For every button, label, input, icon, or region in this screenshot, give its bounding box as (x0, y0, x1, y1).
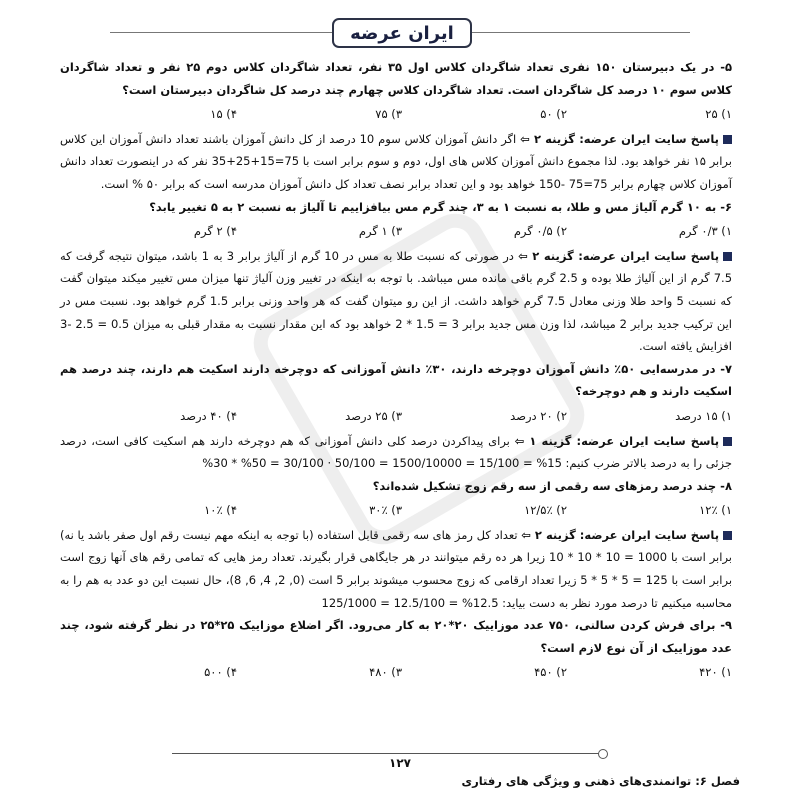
options-5 (60, 103, 732, 126)
answer-lead: پاسخ سایت ایران عرضه: گزینه ۲ ⇦ (521, 527, 720, 542)
question-8: ۸- چند درصد رمزهای سه رقمی از سه رقم زوج تشکیل شده‌اند؟ (372, 478, 732, 493)
answer-text: برای پیداکردن درصد کلی دانش آموزانی که هم دوچرخه دارند هم اسکیت کافی است، درصد جزئی را به درصد بالاتر ضرب کنیم: 15% = 15/100 = 1500/10000 = 50/100 · 30/100 = 50% * 30% (60, 433, 732, 471)
answer-7 (60, 430, 732, 475)
answer-lead: پاسخ سایت ایران عرضه: گزینه ۲ ⇦ (520, 131, 720, 146)
option: ۴) ۵۰۰ (204, 665, 237, 680)
option: ۲) ۴۵۰ (534, 665, 567, 680)
footer-ornament (598, 749, 608, 759)
option: ۲) ۵۰ (540, 107, 567, 122)
option: ۱) ۰/۳ گرم (678, 224, 732, 239)
option: ۱) ۱۲٪ (699, 503, 732, 518)
option: ۲) ۱۲/۵٪ (524, 503, 567, 518)
footer-rule (172, 753, 602, 754)
option: ۳) ۲۵ درصد (345, 408, 402, 423)
question-7: ۷- در مدرسه‌ایی ۵۰٪ دانش آموزان دوچرخه دارند، ۳۰٪ دانش آموزانی که دوچرخه دارند اسکیت هم دارند، چند درصد هم اسکیت دارند و هم دوچرخه؟ (60, 361, 733, 399)
options-7 (60, 405, 732, 428)
options-9 (60, 661, 732, 684)
options-8 (60, 499, 732, 522)
checkbox-icon (723, 252, 732, 261)
option: ۲) ۲۰ درصد (510, 408, 567, 423)
option: ۳) ۳۰٪ (369, 503, 402, 518)
answer-lead: پاسخ سایت ایران عرضه: گزینه ۲ ⇦ (518, 248, 720, 263)
logo-text: ایران عرضه (350, 22, 454, 44)
answer-8 (60, 524, 732, 614)
option: ۴) ۱۰٪ (204, 503, 237, 518)
header-rule-left (110, 32, 332, 33)
answer-text: در صورتی که نسبت طلا به مس در 10 گرم از آلیاژ برابر 3 به 1 باشد، میتوان نتیجه گرفت که 7.5 گرم از این آلیاژ طلا بوده و 2.5 گرم باقی مانده مس میباشد. با توجه به اینکه در تغییر وزن آلیاژ تنها میزان مس تغییر میکند میتوان گفت که نسبت 5 واحد طلا وزنی معادل 7.5 گرم خواهد داشت. از این رو میتوان گفت که هر واحد وزنی برابر 1.5 گرم خواهد بود. نسبت مس در این ترکیب جدید برابر 2 میباشد، لذا وزن مس جدید برابر 3 = 1.5 * 2 خواهد بود که این مقدار نسبت به مقدار قبلی به میزان 0.5 = 2.5 -3 افزایش یافته است. (60, 248, 733, 354)
answer-text: اگر دانش آموزان کلاس سوم 10 درصد از کل دانش آموزان باشند تعداد دانش آموزان این کلاس برابر ۱۵ نفر خواهد بود. لذا مجموع دانش آموزان کلاس های اول، دوم و سوم برابر است با 75=15+25+35 نفر که در اینصورت تعداد دانش آموزان کلاس چهارم برابر 75=75 -150 خواهد بود و این تعداد برابر نصف تعداد کل دانش آموزان مدرسه است که برابر ۵۰ % است. (60, 131, 732, 191)
document-body (60, 56, 732, 686)
answer-5 (60, 128, 732, 196)
site-logo (332, 18, 472, 48)
question-9: ۹- برای فرش کردن سالنی، ۷۵۰ عدد موزاییک ۲۰*۲۰ به کار می‌رود. اگر اضلاع موزاییک ۲۵*۲۵ در نظر گرفته شود، چند عدد موزاییک از آن نوع لازم است؟ (60, 618, 733, 655)
option: ۱) ۴۲۰ (699, 665, 732, 680)
chapter-title: فصل ۶: توانمندی‌های ذهنی و ویژگی های رفتاری (461, 774, 740, 788)
option: ۳) ۴۸۰ (369, 665, 402, 680)
question-5: ۵- در یک دبیرستان ۱۵۰ نفری تعداد شاگردان کلاس اول ۳۵ نفر، تعداد شاگردان کلاس دوم ۲۵ نفر و تعداد شاگردان کلاس سوم ۱۰ درصد کل شاگردان است. تعداد شاگردان کلاس چهارم چند درصد کل شاگردان دبیرستان است؟ (60, 60, 732, 97)
header-rule-right (472, 32, 690, 33)
option: ۱) ۱۵ درصد (675, 408, 732, 423)
checkbox-icon (723, 437, 732, 446)
checkbox-icon (723, 135, 732, 144)
checkbox-icon (723, 531, 732, 540)
option: ۴) ۲ گرم (193, 224, 237, 239)
option: ۳) ۷۵ (375, 107, 402, 122)
answer-6 (60, 245, 732, 358)
option: ۴) ۴۰ درصد (180, 408, 237, 423)
page-number: ۱۲۷ (389, 756, 411, 770)
answer-text: تعداد کل رمز های سه رقمی قابل استفاده (با توجه به اینکه مهم نیست رقم اول صفر باشد یا نه) برابر است با 1000 = 10 * 10 * 10 زیرا هر ده رقم میتوانند در هر جایگاهی قرار بگیرند. تعداد رمز هایی که تمامی رقم های آنها زوج است برابر است با 125 = 5 * 5 * 5 زیرا تعداد ارقامی که زوج محسوب میشوند برابر 5 است (0, 2, 4, 6, 8)، حال نسبت این دو عدد به هم را به محاسبه میکنیم تا درصد مورد نظر به دست بیاید: 12.5% = 12.5/100 = 125/1000 (60, 527, 733, 610)
options-6 (60, 220, 732, 243)
option: ۲) ۰/۵ گرم (513, 224, 567, 239)
option: ۱) ۲۵ (705, 107, 732, 122)
answer-lead: پاسخ سایت ایران عرضه: گزینه ۱ ⇦ (514, 433, 720, 448)
question-6: ۶- به ۱۰ گرم آلیاژ مس و طلا، به نسبت ۱ به ۳، چند گرم مس بیافزاییم تا آلیاژ به نسبت ۲ به ۵ تغییر یابد؟ (149, 199, 732, 214)
option: ۳) ۱ گرم (358, 224, 402, 239)
option: ۴) ۱۵ (210, 107, 237, 122)
